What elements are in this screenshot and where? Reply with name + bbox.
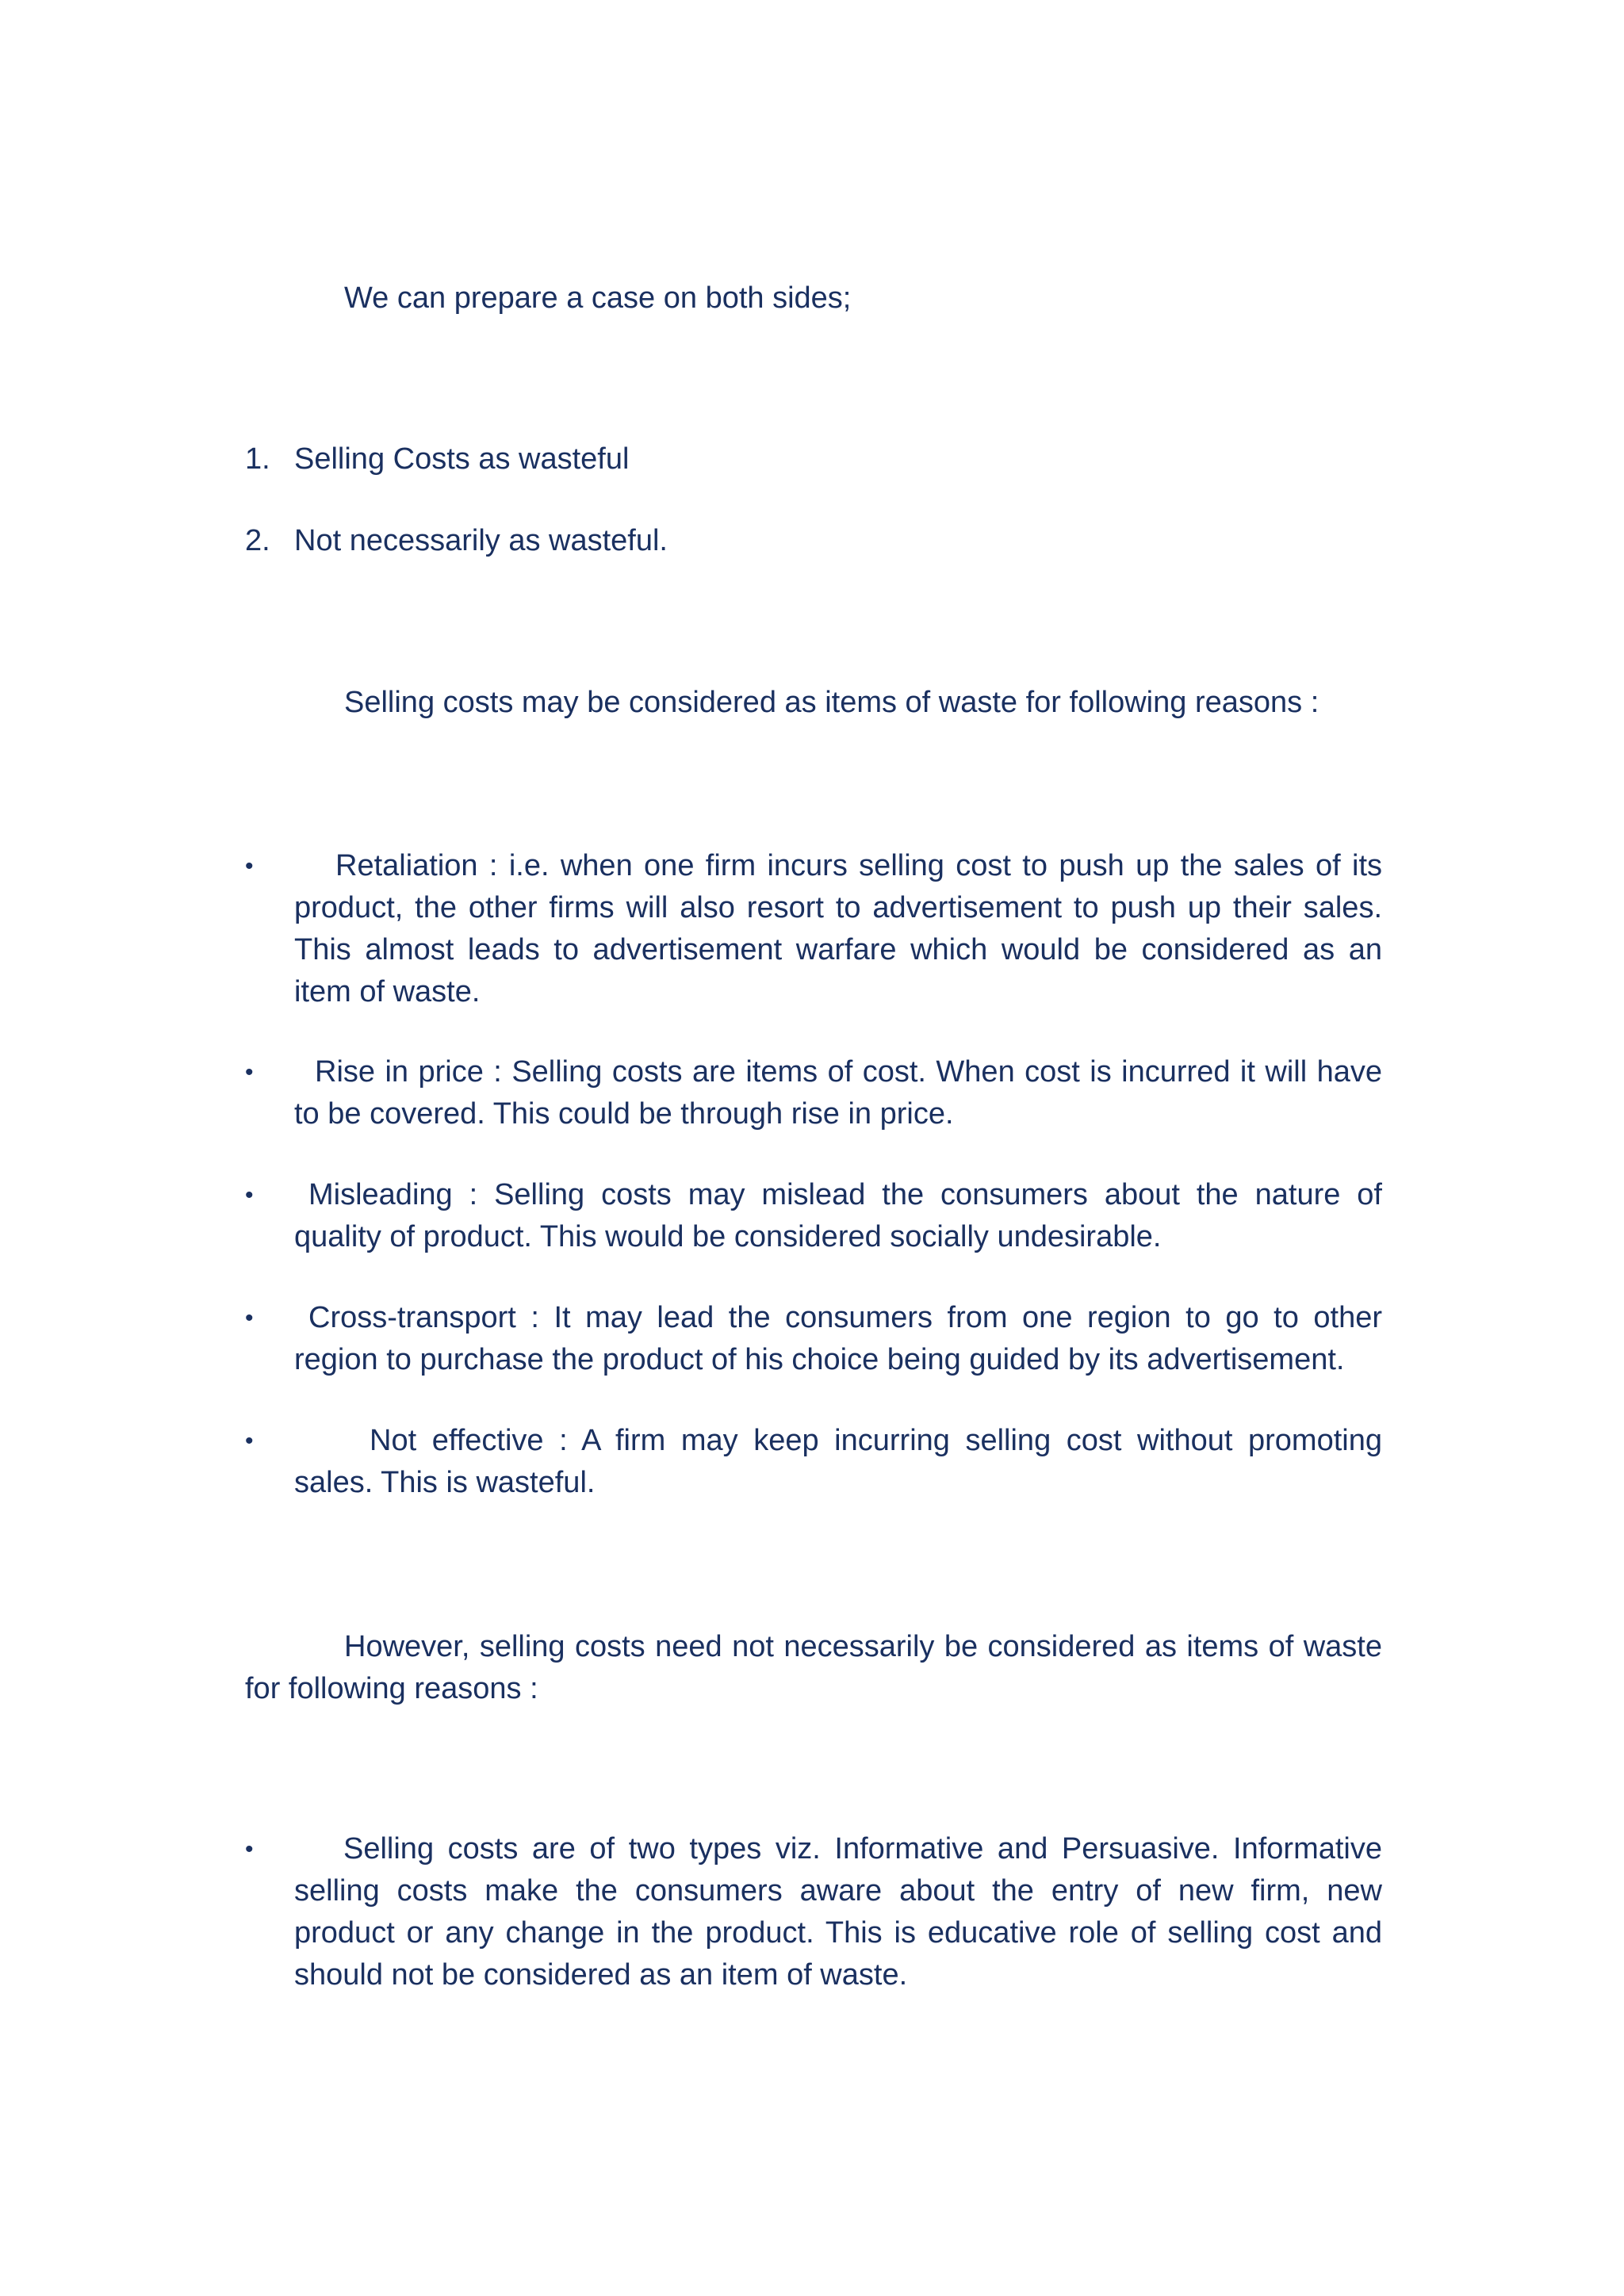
not-waste-reason-informative xyxy=(245,1828,1382,1996)
item-text: Not necessarily as wasteful. xyxy=(294,524,668,557)
waste-heading: Selling costs may be considered as items of waste for following reasons : xyxy=(344,686,1320,719)
waste-reason-not-effective xyxy=(245,1420,1382,1504)
waste-reason-retaliation xyxy=(245,845,1382,1013)
reason-text: Rise in price : Selling costs are items of cost. When cost is incurred it will have to be covered. This could be through rise in price. xyxy=(294,1055,1382,1131)
bullet-icon: • xyxy=(245,1428,254,1454)
item-number: 1. xyxy=(245,442,270,476)
bullet-icon: • xyxy=(245,1836,254,1862)
reason-text: Selling costs are of two types viz. Informative and Persuasive. Informative selling costs make the consumers aware about the entry of new firm, new product or any change in the product. This is educative role of selling cost and should not be considered as an item of waste. xyxy=(294,1832,1382,1992)
waste-reason-rise-in-price xyxy=(245,1051,1382,1135)
bullet-icon: • xyxy=(245,1305,254,1331)
bullet-icon: • xyxy=(245,853,254,879)
reason-text: Cross-transport : It may lead the consumers from one region to go to other region to purchase the product of his choice being guided by its advertisement. xyxy=(294,1301,1382,1376)
reason-text: Retaliation : i.e. when one firm incurs selling cost to push up the sales of its product, the other firms will also resort to advertisement to push up their sales. This almost leads to advertisement warfare which would be considered as an item of waste. xyxy=(294,849,1382,1008)
waste-reason-cross-transport xyxy=(245,1297,1382,1381)
reason-text: Misleading : Selling costs may mislead the consumers about the nature of quality of product. This would be considered socially undesirable. xyxy=(294,1178,1382,1253)
intro-paragraph: We can prepare a case on both sides; xyxy=(344,281,852,315)
bullet-icon: • xyxy=(245,1182,254,1208)
waste-reason-misleading xyxy=(245,1174,1382,1258)
however-heading: However, selling costs need not necessarily be considered as items of waste for following reasons : xyxy=(245,1630,1382,1705)
item-number: 2. xyxy=(245,524,270,557)
reason-text: Not effective : A firm may keep incurring selling cost without promoting sales. This is wasteful. xyxy=(294,1424,1382,1499)
bullet-icon: • xyxy=(245,1059,254,1085)
item-text: Selling Costs as wasteful xyxy=(294,442,630,476)
